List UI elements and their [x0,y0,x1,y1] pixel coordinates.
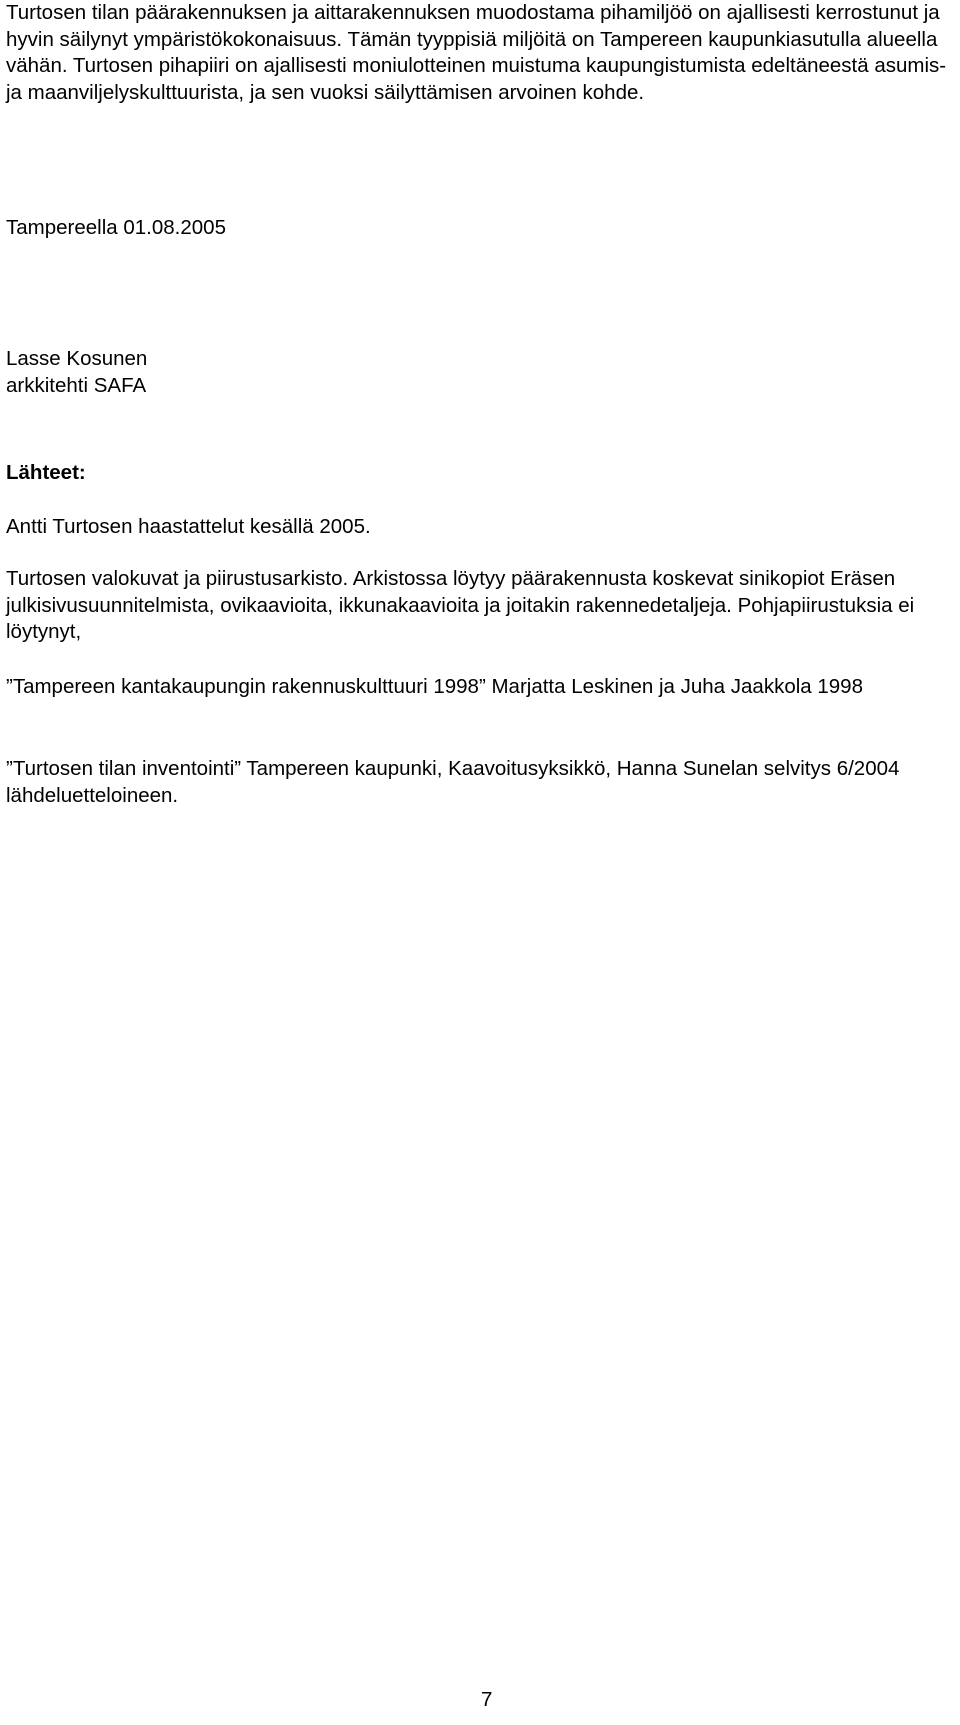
source-item: Turtosen valokuvat ja piirustusarkisto. Arkistossa löytyy päärakennusta koskevat sinikopiot Eräsen julkisivusuunnitelmista, ovikaavioita, ikkunakaavioita ja joitakin rakennedetaljeja. Pohjapiirustuksia ei löytynyt, [6,567,915,643]
author-title: arkkitehti SAFA [6,373,147,397]
place-and-date: Tampereella 01.08.2005 [6,216,226,239]
source-item: ”Tampereen kantakaupungin rakennuskulttuuri 1998” Marjatta Leskinen ja Juha Jaakkola 1998 [6,675,863,698]
page-number: 7 [481,1688,493,1711]
sources-heading: Lähteet: [6,461,86,484]
source-item: Antti Turtosen haastattelut kesällä 2005. [6,515,371,538]
author-block [6,346,147,399]
author-name: Lasse Kosunen [6,347,148,370]
intro-paragraph: Turtosen tilan päärakennuksen ja aittarakennuksen muodostama pihamiljöö on ajallisesti kerrostunut ja hyvin säilynyt ympäristökokonaisuus. Tämän tyyppisiä miljöitä on Tampereen kaupunkiasutulla alueella vähän. Turtosen pihapiiri on ajallisesti moniulotteinen muistuma kaupungistumista edeltäneestä asumis- ja maanviljelyskulttuurista, ja sen vuoksi säilyttämisen arvoinen kohde. [6,1,947,104]
source-item: ”Turtosen tilan inventointi” Tampereen kaupunki, Kaavoitusyksikkö, Hanna Sunelan selvitys 6/2004 lähdeluetteloineen. [6,757,900,807]
